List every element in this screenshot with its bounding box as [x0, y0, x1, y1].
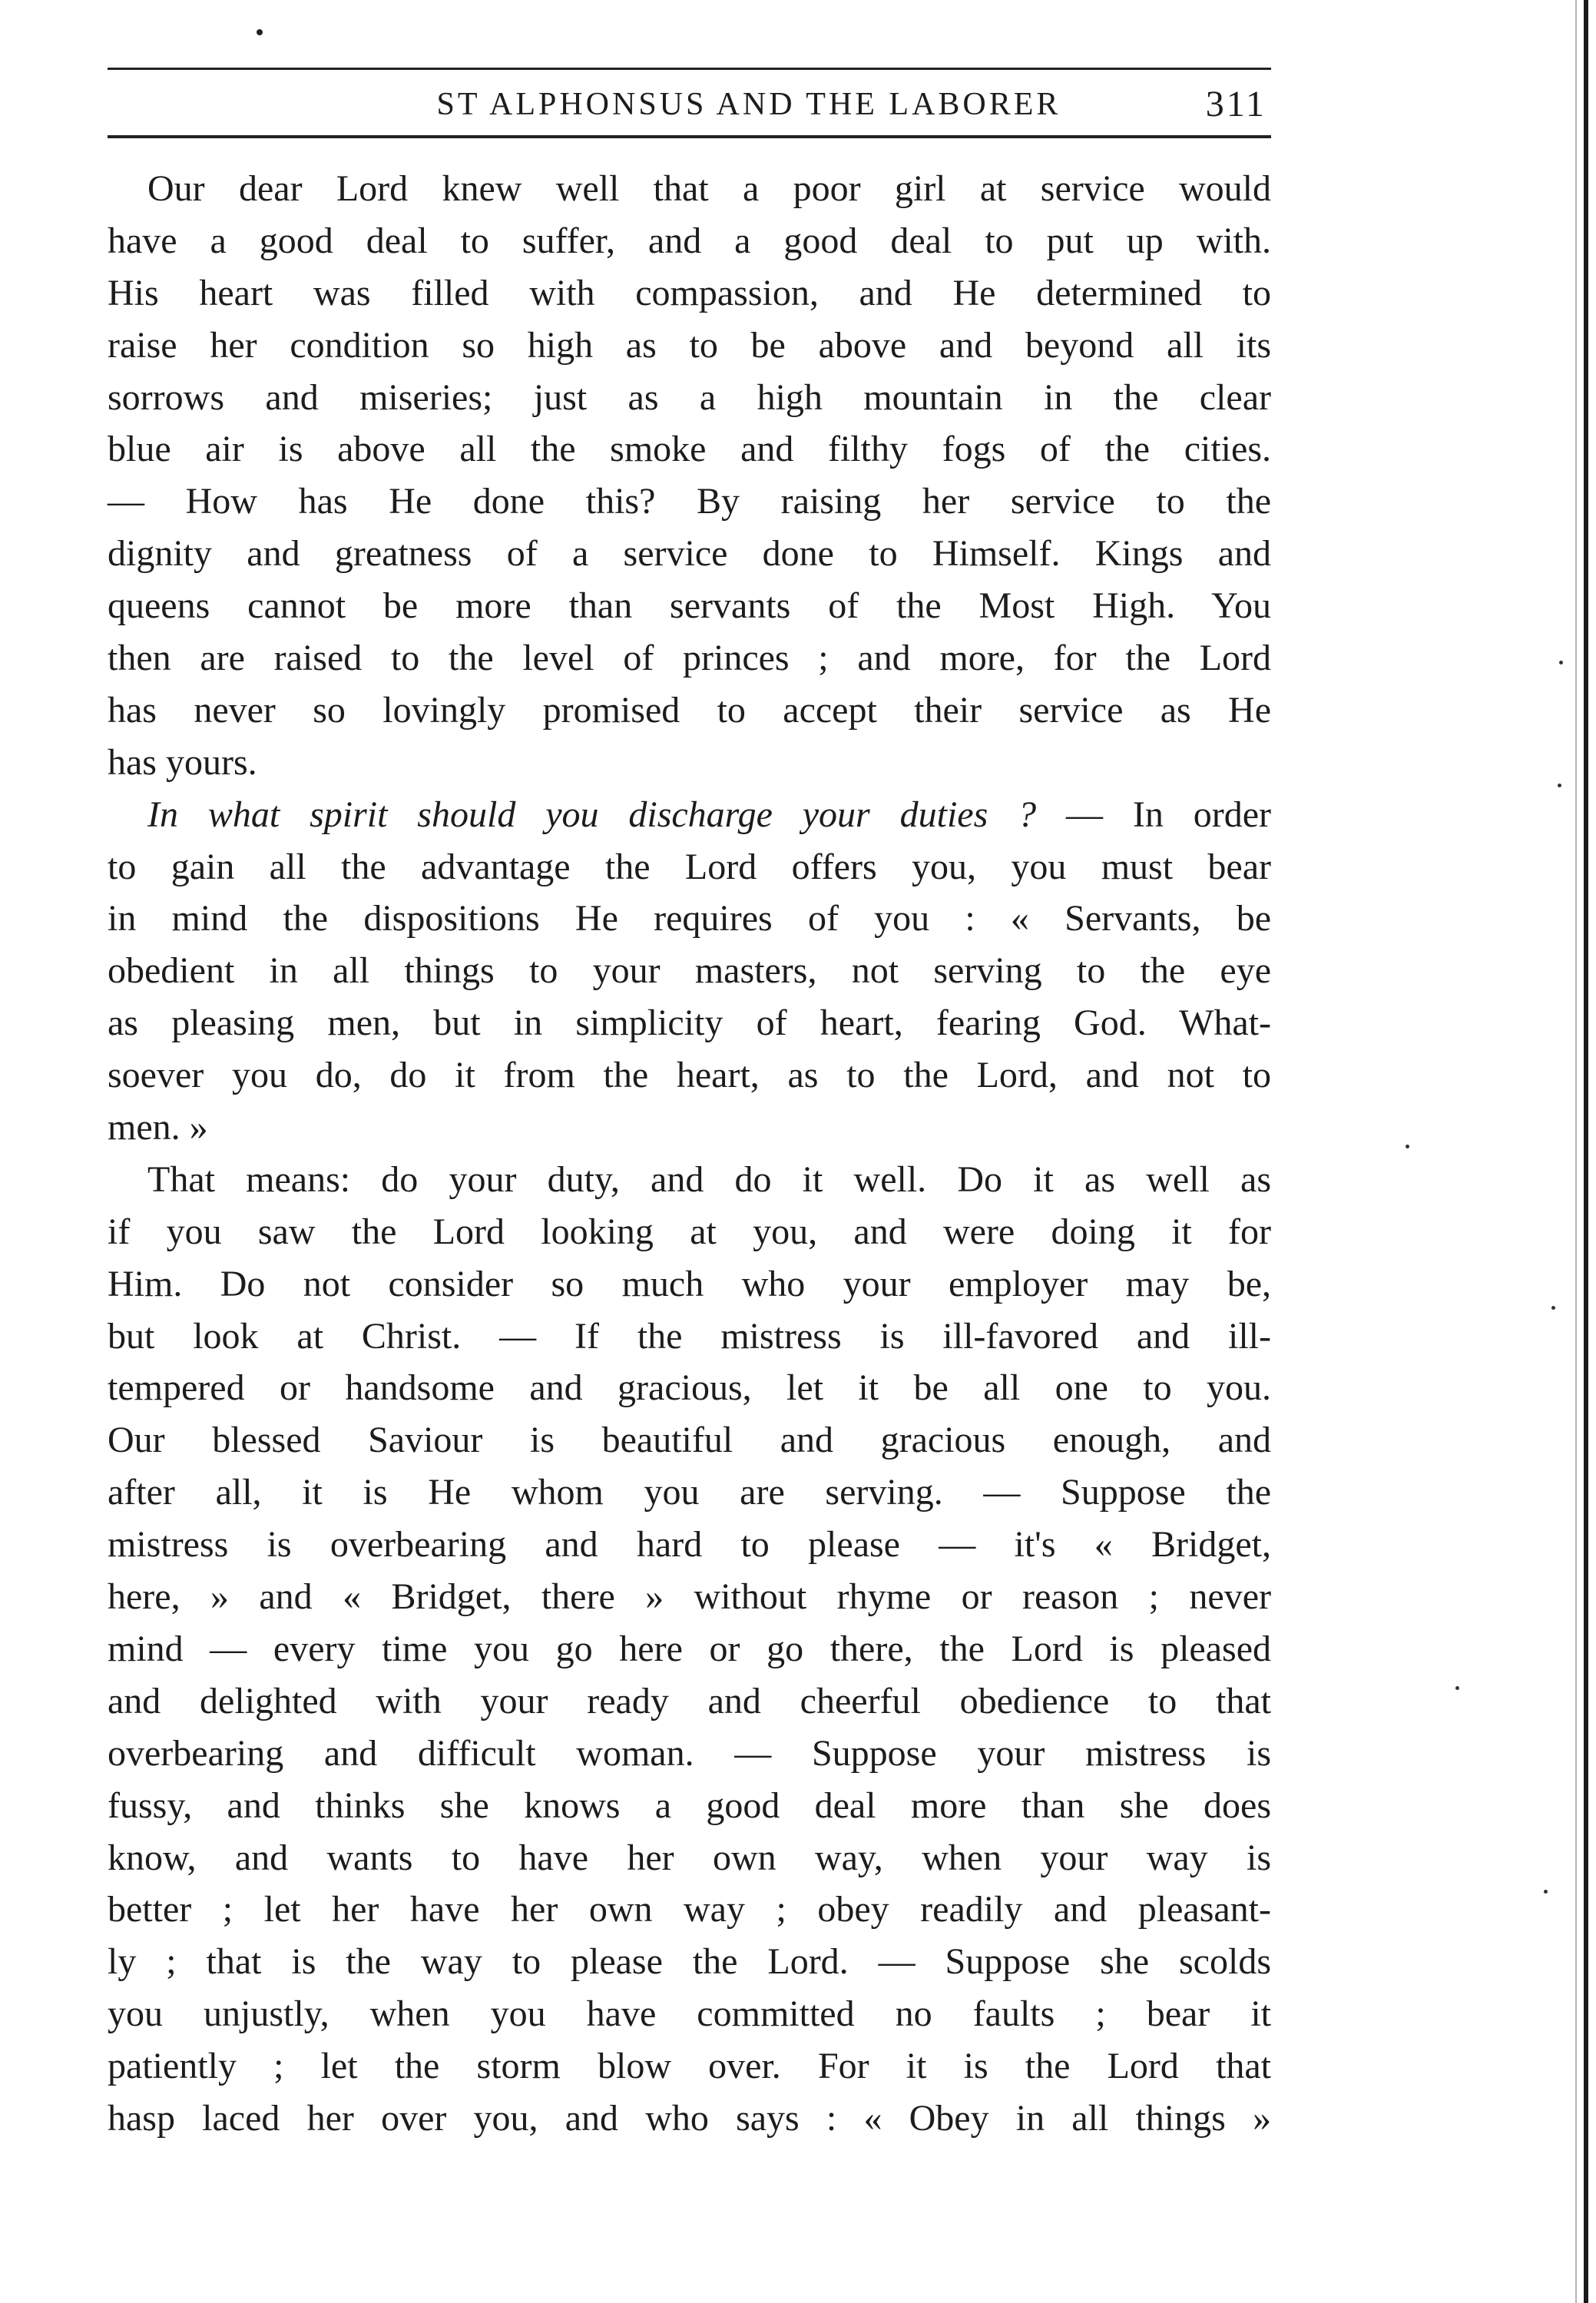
edge-speck: [1551, 1306, 1555, 1310]
text-line: [108, 476, 1271, 528]
edge-speck: [1455, 1686, 1459, 1690]
edge-speck: [1559, 661, 1563, 664]
line-text: hasp laced her over you, and who says : « Obey in all things »: [108, 2097, 1271, 2139]
line-text: but look at Christ. — If the mistress is ill-favored and ill-: [108, 1315, 1271, 1357]
line-text: men. »: [108, 1107, 208, 1148]
line-text: know, and wants to have her own way, when your way is: [108, 1837, 1271, 1878]
italic-heading: In what spirit should you discharge your duties ?: [147, 794, 1037, 835]
line-text: and delighted with your ready and cheerful obedience to that: [108, 1680, 1271, 1721]
text-line: [108, 2040, 1271, 2093]
page-edge-binding: [1584, 0, 1588, 2303]
ink-speck: [257, 29, 263, 35]
line-text: raise her condition so high as to be above and beyond all its: [108, 324, 1271, 366]
page-edge-shadow: [1575, 0, 1577, 2303]
header-rule-top: [108, 68, 1271, 70]
text-line: [108, 1362, 1271, 1414]
text-line: [108, 841, 1271, 893]
line-text: has never so lovingly promised to accept their service as He: [108, 689, 1271, 731]
edge-speck: [1544, 1890, 1548, 1894]
line-text: That means: do your duty, and do it well. Do it as well as: [147, 1158, 1271, 1200]
line-text: if you saw the Lord looking at you, and were doing it for: [108, 1211, 1271, 1252]
line-text: have a good deal to suffer, and a good deal to put up with.: [108, 220, 1271, 261]
body-text: [108, 163, 1271, 2145]
line-text: as pleasing men, but in simplicity of heart, fearing God. What-: [108, 1002, 1271, 1044]
text-line: [108, 893, 1271, 945]
text-line: [108, 423, 1271, 476]
text-line: [108, 632, 1271, 684]
text-line: [108, 1311, 1271, 1363]
text-line: [108, 528, 1271, 580]
text-line: [108, 1728, 1271, 1780]
text-line: [108, 789, 1271, 841]
text-line: [108, 1623, 1271, 1675]
line-text: blue air is above all the smoke and filthy fogs of the cities.: [108, 429, 1271, 470]
edge-speck: [1406, 1145, 1409, 1148]
line-text: ly ; that is the way to please the Lord. — Suppose she scolds: [108, 1941, 1271, 1983]
text-line: [108, 997, 1271, 1049]
line-text: His heart was filled with compassion, and He determined to: [108, 272, 1271, 313]
text-line: [108, 215, 1271, 267]
text-line: [108, 737, 1271, 789]
text-line: [108, 1675, 1271, 1728]
line-text: overbearing and difficult woman. — Suppose your mistress is: [108, 1732, 1271, 1774]
running-head: [108, 80, 1271, 131]
text-line: [108, 1884, 1271, 1936]
line-text: has yours.: [108, 741, 257, 783]
line-text: sorrows and miseries; just as a high mountain in the clear: [108, 376, 1271, 418]
text-line: [108, 1466, 1271, 1519]
line-text: better ; let her have her own way ; obey readily and pleasant-: [108, 1889, 1271, 1930]
line-text: after all, it is He whom you are serving. — Suppose the: [108, 1472, 1271, 1513]
text-line: [108, 1571, 1271, 1623]
text-line: [108, 1832, 1271, 1884]
line-text: then are raised to the level of princes ; and more, for the Lord: [108, 638, 1271, 679]
line-text: mind — every time you go here or go there, the Lord is pleased: [108, 1628, 1271, 1669]
line-text: — How has He done this? By raising her service to the: [108, 481, 1271, 522]
text-line: [108, 1988, 1271, 2040]
line-text: soever you do, do it from the heart, as to the Lord, and not to: [108, 1055, 1271, 1096]
line-text: tempered or handsome and gracious, let it be all one to you.: [108, 1367, 1271, 1409]
line-text: you unjustly, when you have committed no faults ; bear it: [108, 1993, 1271, 2035]
line-text: patiently ; let the storm blow over. For it is the Lord that: [108, 2046, 1271, 2087]
text-line: [108, 1102, 1271, 1154]
text-line: [108, 1519, 1271, 1571]
text-line: [108, 684, 1271, 737]
line-text: obedient in all things to your masters, not serving to the eye: [108, 950, 1271, 992]
text-line: [108, 580, 1271, 632]
line-text: Our blessed Saviour is beautiful and gracious enough, and: [108, 1420, 1271, 1461]
line-text: dignity and greatness of a service done to Himself. Kings and: [108, 533, 1271, 575]
page-number: 311: [1205, 84, 1267, 124]
text-line: [108, 1414, 1271, 1466]
line-text: queens cannot be more than servants of the Most High. You: [108, 585, 1271, 627]
text-line: [108, 372, 1271, 424]
text-line: [108, 945, 1271, 997]
line-text: here, » and « Bridget, there » without rhyme or reason ; never: [108, 1576, 1271, 1618]
line-text: — In order: [1036, 794, 1272, 835]
text-line: [108, 267, 1271, 320]
line-text: to gain all the advantage the Lord offers you, you must bear: [108, 846, 1271, 887]
header-rule-bottom: [108, 135, 1271, 138]
text-line: [108, 1936, 1271, 1988]
text-line: [108, 320, 1271, 372]
text-line: [108, 1206, 1271, 1258]
line-text: Him. Do not consider so much who your employer may be,: [108, 1263, 1271, 1304]
line-text: in mind the dispositions He requires of you : « Servants, be: [108, 898, 1271, 939]
text-line: [108, 1780, 1271, 1832]
line-text: fussy, and thinks she knows a good deal more than she does: [108, 1784, 1271, 1826]
text-line: [108, 1154, 1271, 1206]
line-text: Our dear Lord knew well that a poor girl at service would: [147, 168, 1271, 209]
text-line: [108, 1049, 1271, 1102]
running-title: ST ALPHONSUS AND THE LABORER: [436, 87, 1061, 122]
text-line: [108, 1258, 1271, 1311]
line-text: mistress is overbearing and hard to please — it's « Bridget,: [108, 1524, 1271, 1566]
text-line: [108, 2093, 1271, 2145]
text-line: [108, 163, 1271, 215]
edge-speck: [1558, 784, 1561, 787]
